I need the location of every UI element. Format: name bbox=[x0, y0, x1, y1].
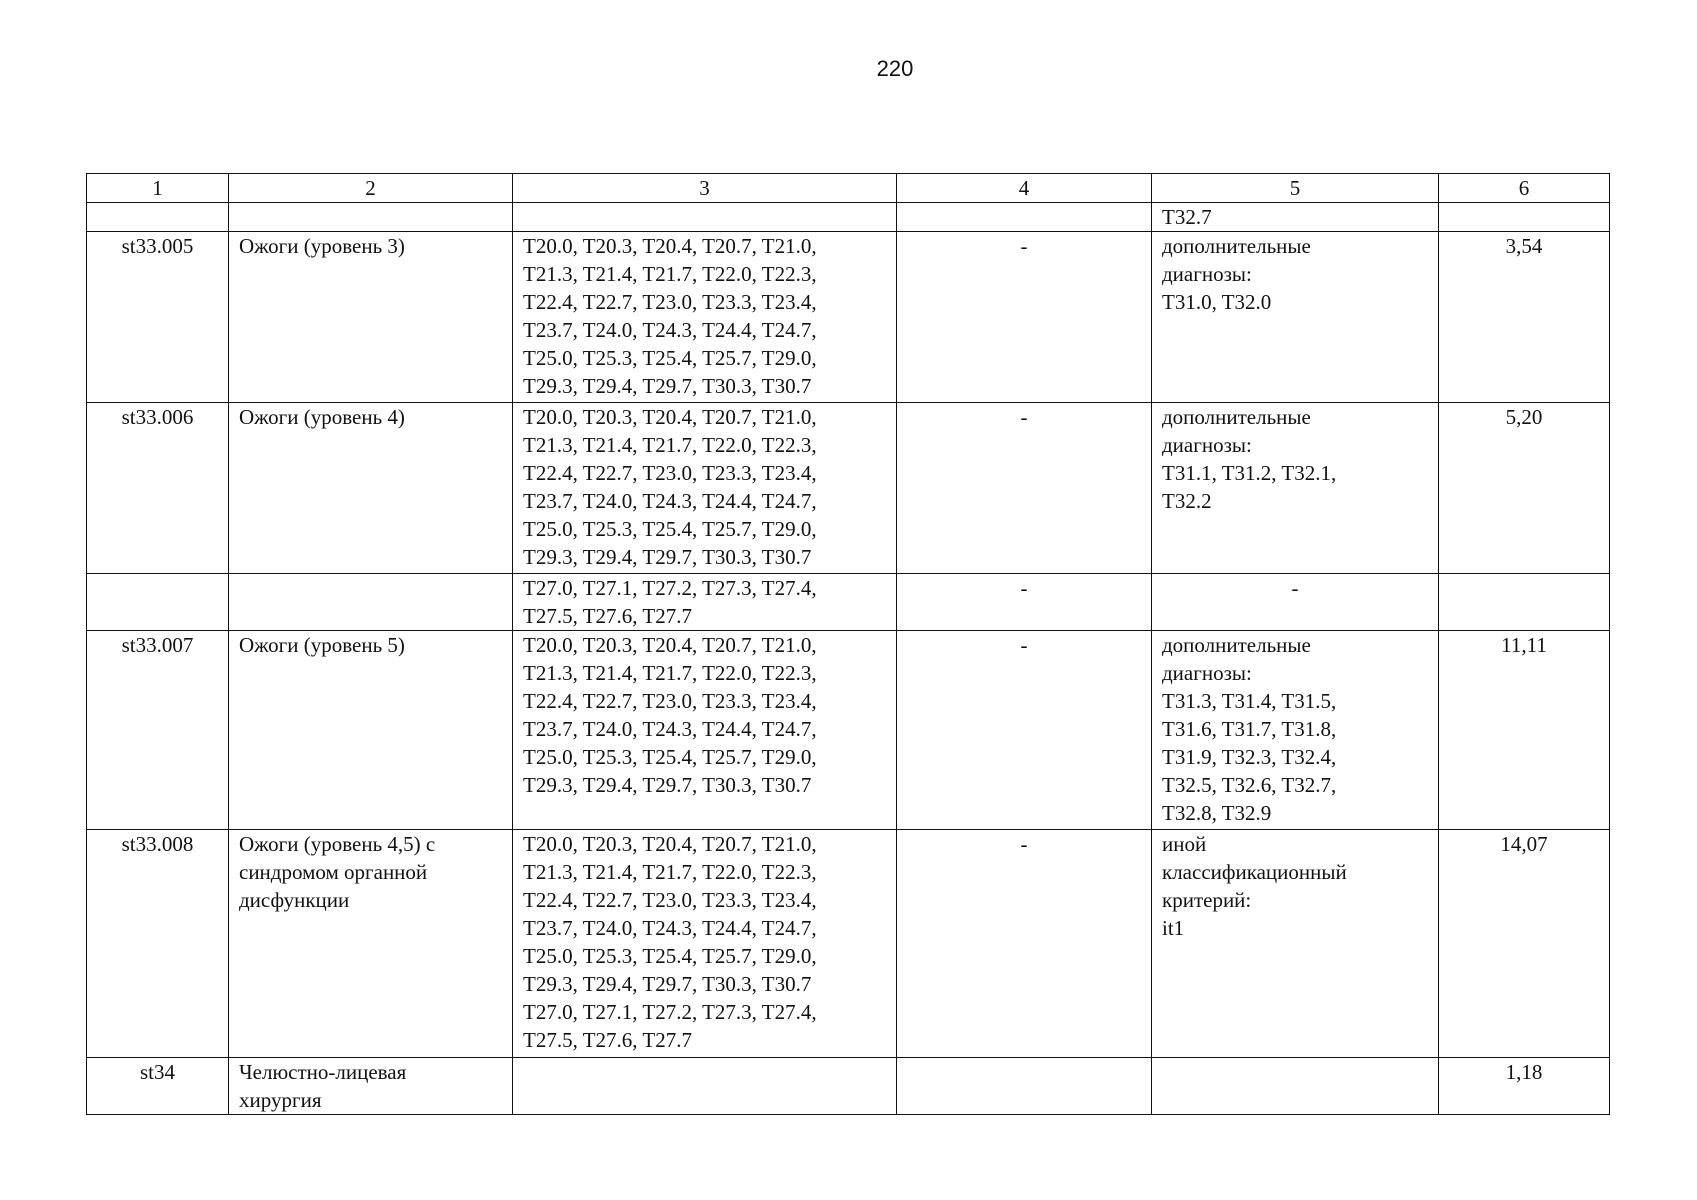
table-row bbox=[87, 830, 1610, 1058]
cell-coefficient: 3,54 bbox=[1439, 232, 1610, 403]
cell-name: Ожоги (уровень 4,5) с синдромом органной дисфункции bbox=[229, 830, 513, 1058]
cell-diagnoses bbox=[513, 203, 897, 232]
cell-name: Ожоги (уровень 3) bbox=[229, 232, 513, 403]
cell-code: st33.008 bbox=[87, 830, 229, 1058]
cell-name: Ожоги (уровень 5) bbox=[229, 631, 513, 830]
cell-code bbox=[87, 574, 229, 631]
header-col-6: 6 bbox=[1439, 174, 1610, 203]
cell-code: st33.006 bbox=[87, 403, 229, 574]
table-row bbox=[87, 1058, 1610, 1115]
cell-coefficient bbox=[1439, 574, 1610, 631]
header-col-3: 3 bbox=[513, 174, 897, 203]
cell-coefficient: 5,20 bbox=[1439, 403, 1610, 574]
cell-procedures bbox=[897, 1058, 1152, 1115]
cell-code: st33.005 bbox=[87, 232, 229, 403]
cell-criteria: T32.7 bbox=[1152, 203, 1439, 232]
cell-criteria: дополнительные диагнозы: T31.3, T31.4, T31.5, T31.6, T31.7, T31.8, T31.9, T32.3, T32.4, T32.5, T32.6, T32.7, T32.8, T32.9 bbox=[1152, 631, 1439, 830]
cell-coefficient: 14,07 bbox=[1439, 830, 1610, 1058]
cell-code bbox=[87, 203, 229, 232]
table-header-row bbox=[87, 174, 1610, 203]
cell-diagnoses bbox=[513, 1058, 897, 1115]
cell-procedures: - bbox=[897, 232, 1152, 403]
cell-diagnoses: T20.0, T20.3, T20.4, T20.7, T21.0, T21.3, T21.4, T21.7, T22.0, T22.3, T22.4, T22.7, T23.0, T23.3, T23.4, T23.7, T24.0, T24.3, T24.4, T24.7, T25.0, T25.3, T25.4, T25.7, T29.0, T29.3, T29.4, T29.7, T30.3, T30.7 bbox=[513, 403, 897, 574]
cell-diagnoses: T20.0, T20.3, T20.4, T20.7, T21.0, T21.3, T21.4, T21.7, T22.0, T22.3, T22.4, T22.7, T23.0, T23.3, T23.4, T23.7, T24.0, T24.3, T24.4, T24.7, T25.0, T25.3, T25.4, T25.7, T29.0, T29.3, T29.4, T29.7, T30.3, T30.7 bbox=[513, 631, 897, 830]
table-row bbox=[87, 203, 1610, 232]
cell-name: Челюстно-лицевая хирургия bbox=[229, 1058, 513, 1115]
cell-coefficient: 1,18 bbox=[1439, 1058, 1610, 1115]
cell-procedures: - bbox=[897, 830, 1152, 1058]
cell-code: st33.007 bbox=[87, 631, 229, 830]
cell-diagnoses: T27.0, T27.1, T27.2, T27.3, T27.4, T27.5, T27.6, T27.7 bbox=[513, 574, 897, 631]
cell-procedures: - bbox=[897, 574, 1152, 631]
cell-coefficient: 11,11 bbox=[1439, 631, 1610, 830]
table-body bbox=[87, 174, 1610, 1115]
table-row bbox=[87, 232, 1610, 403]
cell-diagnoses: T20.0, T20.3, T20.4, T20.7, T21.0, T21.3, T21.4, T21.7, T22.0, T22.3, T22.4, T22.7, T23.0, T23.3, T23.4, T23.7, T24.0, T24.3, T24.4, T24.7, T25.0, T25.3, T25.4, T25.7, T29.0, T29.3, T29.4, T29.7, T30.3, T30.7 T27.0, T27.1, T27.2, T27.3, T27.4, T27.5, T27.6, T27.7 bbox=[513, 830, 897, 1058]
header-col-1: 1 bbox=[87, 174, 229, 203]
header-col-5: 5 bbox=[1152, 174, 1439, 203]
cell-name bbox=[229, 203, 513, 232]
header-col-2: 2 bbox=[229, 174, 513, 203]
cell-diagnoses: T20.0, T20.3, T20.4, T20.7, T21.0, T21.3, T21.4, T21.7, T22.0, T22.3, T22.4, T22.7, T23.0, T23.3, T23.4, T23.7, T24.0, T24.3, T24.4, T24.7, T25.0, T25.3, T25.4, T25.7, T29.0, T29.3, T29.4, T29.7, T30.3, T30.7 bbox=[513, 232, 897, 403]
cell-procedures: - bbox=[897, 631, 1152, 830]
cell-criteria: иной классификационный критерий: it1 bbox=[1152, 830, 1439, 1058]
cell-name bbox=[229, 574, 513, 631]
cell-criteria: дополнительные диагнозы: T31.0, T32.0 bbox=[1152, 232, 1439, 403]
cell-criteria bbox=[1152, 1058, 1439, 1115]
table-row bbox=[87, 574, 1610, 631]
cell-procedures bbox=[897, 203, 1152, 232]
cell-criteria: - bbox=[1152, 574, 1439, 631]
cell-procedures: - bbox=[897, 403, 1152, 574]
table-row bbox=[87, 631, 1610, 830]
header-col-4: 4 bbox=[897, 174, 1152, 203]
table-row bbox=[87, 403, 1610, 574]
page-number: 220 bbox=[876, 56, 914, 81]
cell-coefficient bbox=[1439, 203, 1610, 232]
tariff-table bbox=[86, 173, 1610, 1115]
cell-code: st34 bbox=[87, 1058, 229, 1115]
cell-name: Ожоги (уровень 4) bbox=[229, 403, 513, 574]
cell-criteria: дополнительные диагнозы: T31.1, T31.2, T32.1, T32.2 bbox=[1152, 403, 1439, 574]
